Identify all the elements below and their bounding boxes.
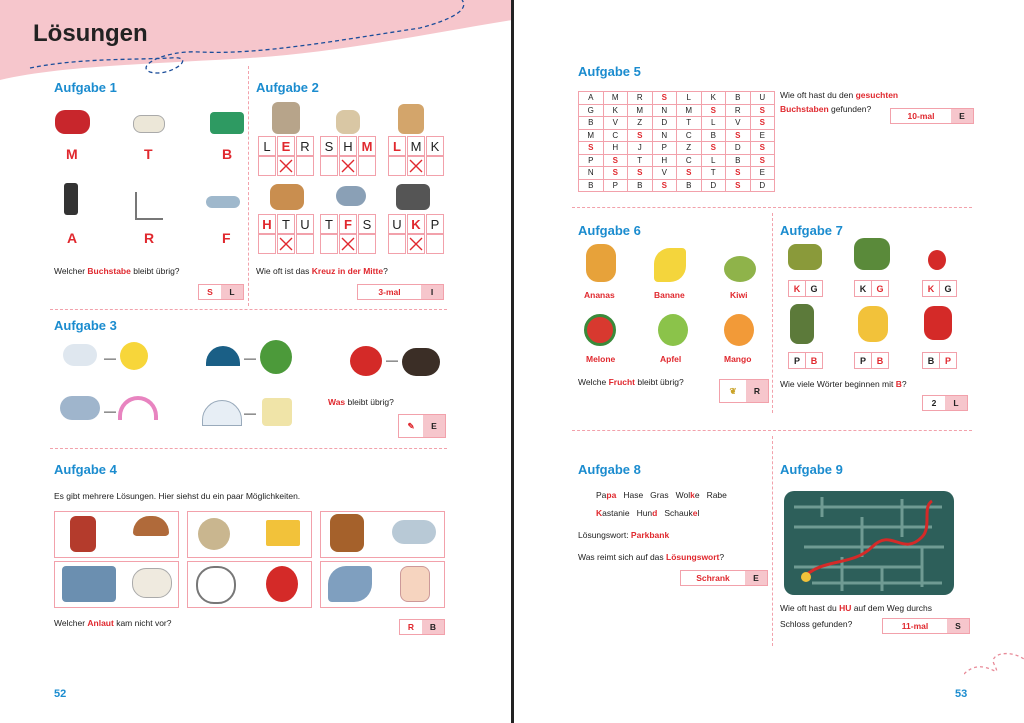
grid-cell: M bbox=[677, 104, 702, 117]
grid-cell: S bbox=[701, 142, 726, 155]
grid-cell: M bbox=[603, 92, 628, 105]
page-number: 52 bbox=[54, 688, 67, 700]
airplane-picture bbox=[206, 196, 240, 208]
letter-box: T bbox=[277, 214, 295, 234]
grid-cell: E bbox=[750, 167, 775, 180]
fruit-label-4: Melone bbox=[586, 354, 616, 364]
sound-choice: B P bbox=[922, 352, 956, 369]
cross-box bbox=[388, 156, 406, 176]
word: Schaukel bbox=[664, 508, 700, 518]
farmer-picture bbox=[790, 304, 814, 344]
sound-choice: K G bbox=[854, 280, 888, 297]
grid-cell: B bbox=[579, 117, 604, 130]
ship-picture bbox=[62, 566, 116, 602]
grid-cell: T bbox=[628, 154, 653, 167]
aufgabe-6-answer: ❦ R bbox=[719, 379, 769, 403]
letter-3: B bbox=[222, 146, 233, 162]
aufgabe-4-intro: Es gibt mehrere Lösungen. Hier siehst du ein paar Möglichkeiten. bbox=[54, 491, 301, 501]
aufgabe-2-heading: Aufgabe 2 bbox=[256, 80, 319, 95]
grid-cell: V bbox=[726, 117, 751, 130]
letter-box: U bbox=[296, 214, 314, 234]
aufgabe-5-question-line1: Wie oft hast du den gesuchten bbox=[780, 90, 899, 100]
aufgabe-6-heading: Aufgabe 6 bbox=[578, 223, 641, 238]
sound-choice: P B bbox=[788, 352, 822, 369]
cloud-picture bbox=[63, 344, 97, 366]
aufgabe-9-question-line2: Schloss gefunden? bbox=[780, 619, 853, 629]
grid-cell: H bbox=[652, 154, 677, 167]
grid-cell: L bbox=[701, 154, 726, 167]
aufgabe-8-solution: Lösungswort: Parkbank bbox=[578, 530, 670, 540]
grid-cell: U bbox=[750, 92, 775, 105]
letter-box: E bbox=[277, 136, 295, 156]
word: Hase bbox=[623, 490, 644, 500]
grid-cell: M bbox=[579, 129, 604, 142]
right-page bbox=[514, 0, 1024, 723]
cross-box bbox=[320, 156, 338, 176]
aufgabe-8-heading: Aufgabe 8 bbox=[578, 462, 641, 477]
tree-picture bbox=[260, 340, 292, 374]
aufgabe-7-answer: 2 L bbox=[922, 395, 968, 411]
cross-box bbox=[277, 156, 295, 176]
grid-cell: B bbox=[628, 179, 653, 192]
grid-cell: B bbox=[726, 92, 751, 105]
letter-box: P bbox=[426, 214, 444, 234]
fruit-label-5: Apfel bbox=[660, 354, 682, 364]
fruit-label-2: Banane bbox=[654, 290, 685, 300]
llama-picture bbox=[398, 104, 424, 134]
castle-maze-picture bbox=[782, 487, 956, 597]
letter-box: L bbox=[388, 136, 406, 156]
donkey-picture bbox=[272, 102, 300, 134]
glue-stick-picture bbox=[262, 398, 292, 426]
grid-cell: Z bbox=[677, 142, 702, 155]
letter-box: H bbox=[258, 214, 276, 234]
aufgabe-4-heading: Aufgabe 4 bbox=[54, 462, 117, 477]
letter-1: M bbox=[66, 146, 78, 162]
igloo-picture bbox=[202, 400, 242, 426]
fruit-label-3: Kiwi bbox=[730, 290, 748, 300]
word: Hund bbox=[636, 508, 658, 518]
grid-cell: R bbox=[628, 92, 653, 105]
motorcycle-picture bbox=[55, 110, 90, 134]
cow-picture bbox=[396, 184, 430, 210]
grid-cell: P bbox=[603, 179, 628, 192]
sound-choice: P B bbox=[854, 352, 888, 369]
kiwi-picture bbox=[724, 256, 756, 282]
aufgabe-4-answer: R B bbox=[399, 619, 445, 635]
compass-picture bbox=[198, 518, 230, 550]
grid-cell: S bbox=[726, 129, 751, 142]
letter-6: F bbox=[222, 230, 231, 246]
cross-box bbox=[358, 234, 376, 254]
mango-picture bbox=[724, 314, 754, 346]
barrel-picture bbox=[330, 514, 364, 552]
letter-2: T bbox=[144, 146, 153, 162]
aufgabe-3-answer: ✎ E bbox=[398, 414, 446, 438]
grid-cell: D bbox=[701, 179, 726, 192]
grid-cell: N bbox=[579, 167, 604, 180]
cross-box bbox=[296, 156, 314, 176]
cross-box bbox=[358, 156, 376, 176]
grid-cell: S bbox=[750, 117, 775, 130]
cross-box bbox=[339, 156, 357, 176]
crown-picture bbox=[266, 520, 300, 546]
grid-cell: E bbox=[750, 129, 775, 142]
aufgabe-2-question: Wie oft ist das Kreuz in der Mitte? bbox=[256, 266, 388, 276]
pepper-picture bbox=[924, 306, 952, 340]
cross-box bbox=[296, 234, 314, 254]
fish-skeleton-picture bbox=[392, 520, 436, 544]
grid-cell: S bbox=[628, 167, 653, 180]
aufgabe-7-question: Wie viele Wörter beginnen mit B? bbox=[780, 379, 907, 389]
letter-box: H bbox=[339, 136, 357, 156]
grid-cell: S bbox=[701, 104, 726, 117]
grid-cell: L bbox=[701, 117, 726, 130]
grid-cell: R bbox=[726, 104, 751, 117]
grid-cell: C bbox=[677, 154, 702, 167]
aufgabe-1-question: Welcher Buchstabe bleibt übrig? bbox=[54, 266, 180, 276]
grid-cell: K bbox=[701, 92, 726, 105]
sun-picture bbox=[120, 342, 148, 370]
grid-cell: N bbox=[652, 129, 677, 142]
cross-box bbox=[407, 156, 425, 176]
word: Wolke bbox=[675, 490, 700, 500]
aufgabe-2-answer: 3-mal I bbox=[357, 284, 444, 300]
aufgabe-8-words-row-2 bbox=[596, 508, 706, 518]
sound-choice: K G bbox=[788, 280, 822, 297]
grid-cell: N bbox=[652, 104, 677, 117]
aufgabe-1-answer: S L bbox=[198, 284, 244, 300]
hand-picture bbox=[400, 566, 430, 602]
letter-box: S bbox=[358, 214, 376, 234]
cross-box bbox=[339, 234, 357, 254]
umbrella-picture bbox=[206, 346, 240, 366]
grid-cell: C bbox=[677, 129, 702, 142]
letter-grid bbox=[578, 91, 775, 192]
shark-picture bbox=[328, 566, 372, 602]
grid-cell: S bbox=[652, 92, 677, 105]
pineapple-picture bbox=[586, 244, 616, 282]
cross-box bbox=[277, 234, 295, 254]
rainbow-picture bbox=[118, 396, 158, 420]
aufgabe-7-heading: Aufgabe 7 bbox=[780, 223, 843, 238]
cross-box bbox=[426, 156, 444, 176]
grid-cell: P bbox=[579, 154, 604, 167]
grid-cell: H bbox=[603, 142, 628, 155]
grid-cell: T bbox=[701, 167, 726, 180]
grid-cell: S bbox=[677, 167, 702, 180]
pirate-picture bbox=[70, 516, 96, 552]
grid-cell: V bbox=[652, 167, 677, 180]
grid-cell: S bbox=[603, 154, 628, 167]
cherry-picture bbox=[928, 250, 946, 270]
word: Papa bbox=[596, 490, 617, 500]
cross-box bbox=[388, 234, 406, 254]
grid-cell: S bbox=[750, 142, 775, 155]
fruit-label-6: Mango bbox=[724, 354, 752, 364]
cross-box bbox=[258, 234, 276, 254]
aufgabe-9-question-line1: Wie oft hast du HU auf dem Weg durchs bbox=[780, 603, 932, 613]
sheep-picture bbox=[132, 568, 172, 598]
grid-cell: B bbox=[677, 179, 702, 192]
letter-box: M bbox=[358, 136, 376, 156]
aufgabe-4-question: Welcher Anlaut kam nicht vor? bbox=[54, 618, 172, 628]
letter-box: S bbox=[320, 136, 338, 156]
pencil-icon: ✎ bbox=[407, 420, 415, 431]
traffic-light-picture bbox=[64, 183, 78, 215]
grid-cell: C bbox=[603, 129, 628, 142]
sound-choice: K G bbox=[922, 280, 956, 297]
grid-cell: S bbox=[750, 154, 775, 167]
grid-cell: B bbox=[726, 154, 751, 167]
grid-cell: D bbox=[750, 179, 775, 192]
grid-cell: S bbox=[652, 179, 677, 192]
word: Rabe bbox=[706, 490, 727, 500]
aufgabe-3-question: Was bleibt übrig? bbox=[328, 397, 394, 407]
aufgabe-9-answer: 11-mal S bbox=[882, 618, 970, 634]
scooter-picture bbox=[135, 192, 163, 220]
grid-cell: M bbox=[628, 104, 653, 117]
aufgabe-1-heading: Aufgabe 1 bbox=[54, 80, 117, 95]
fish-picture bbox=[336, 186, 366, 206]
grid-cell: S bbox=[726, 167, 751, 180]
pear-icon: ❦ bbox=[729, 385, 737, 396]
bitten-apple-picture bbox=[266, 566, 298, 602]
vegetables-picture bbox=[854, 238, 890, 270]
letter-5: R bbox=[144, 230, 155, 246]
letter-box: K bbox=[426, 136, 444, 156]
meerkat-picture bbox=[336, 110, 360, 134]
left-page: Lösungen Aufgabe 1 M T B A R F Welcher Buchstabe bleibt übrig? S L Aufgabe 2 L E R S H M L M K H T U T F S U K P Wie oft ist das Kreuz in der Mitte? 3-mal I Aufgabe 3 — — — — — Was bleibt übrig? ✎ E Aufgabe 4 Es gibt mehrere Lösungen. Hier siehst du ein paar Möglichkeiten. Welcher Anlaut kam nicht vor? R B 52 bbox=[0, 0, 512, 723]
cross-box bbox=[426, 234, 444, 254]
letter-box: L bbox=[258, 136, 276, 156]
letter-box: U bbox=[388, 214, 406, 234]
grid-cell: S bbox=[750, 104, 775, 117]
word: Gras bbox=[650, 490, 669, 500]
fruit-label-1: Ananas bbox=[584, 290, 615, 300]
aufgabe-5-answer: 10-mal E bbox=[890, 108, 974, 124]
grid-cell: B bbox=[579, 179, 604, 192]
grid-cell: A bbox=[579, 92, 604, 105]
green-apple-picture bbox=[658, 314, 688, 346]
grid-cell: S bbox=[603, 167, 628, 180]
cross-box bbox=[407, 234, 425, 254]
aufgabe-8-words-row-1 bbox=[596, 490, 734, 500]
grid-cell: D bbox=[652, 117, 677, 130]
letter-box: K bbox=[407, 214, 425, 234]
bee-picture bbox=[858, 306, 888, 342]
dashed-swirl-decoration bbox=[964, 644, 1024, 694]
cross-box bbox=[320, 234, 338, 254]
grid-cell: G bbox=[579, 104, 604, 117]
letter-box: T bbox=[320, 214, 338, 234]
grid-cell: L bbox=[677, 92, 702, 105]
aufgabe-5-heading: Aufgabe 5 bbox=[578, 64, 641, 79]
aufgabe-8-answer: Schrank E bbox=[680, 570, 768, 586]
taxi-picture bbox=[133, 115, 165, 133]
grid-cell: S bbox=[726, 179, 751, 192]
grid-cell: J bbox=[628, 142, 653, 155]
aufgabe-9-heading: Aufgabe 9 bbox=[780, 462, 843, 477]
grid-cell: P bbox=[652, 142, 677, 155]
grid-cell: S bbox=[579, 142, 604, 155]
melon-picture bbox=[584, 314, 616, 346]
cucumbers-picture bbox=[788, 244, 822, 270]
letter-4: A bbox=[67, 230, 78, 246]
cross-box bbox=[258, 156, 276, 176]
anchor-picture bbox=[196, 566, 236, 604]
grid-cell: V bbox=[603, 117, 628, 130]
rain-cloud-picture bbox=[60, 396, 100, 420]
dog-picture bbox=[270, 184, 304, 210]
blackbird-picture bbox=[402, 348, 440, 376]
banana-picture bbox=[654, 248, 686, 282]
grid-cell: B bbox=[701, 129, 726, 142]
aufgabe-5-question-line2: Buchstaben gefunden? bbox=[780, 104, 872, 114]
letter-box: F bbox=[339, 214, 357, 234]
aufgabe-6-question: Welche Frucht bleibt übrig? bbox=[578, 377, 684, 387]
grid-cell: Z bbox=[628, 117, 653, 130]
aufgabe-8-question: Was reimt sich auf das Lösungswort? bbox=[578, 552, 725, 562]
grid-cell: D bbox=[726, 142, 751, 155]
grid-cell: T bbox=[677, 117, 702, 130]
grid-cell: S bbox=[628, 129, 653, 142]
page-number: 53 bbox=[955, 688, 968, 700]
word: Kastanie bbox=[596, 508, 630, 518]
grid-cell: K bbox=[603, 104, 628, 117]
aufgabe-3-heading: Aufgabe 3 bbox=[54, 318, 117, 333]
bus-picture bbox=[210, 112, 244, 134]
apple-picture bbox=[350, 346, 382, 376]
page-title: Lösungen bbox=[33, 20, 148, 47]
letter-box: M bbox=[407, 136, 425, 156]
letter-box: R bbox=[296, 136, 314, 156]
